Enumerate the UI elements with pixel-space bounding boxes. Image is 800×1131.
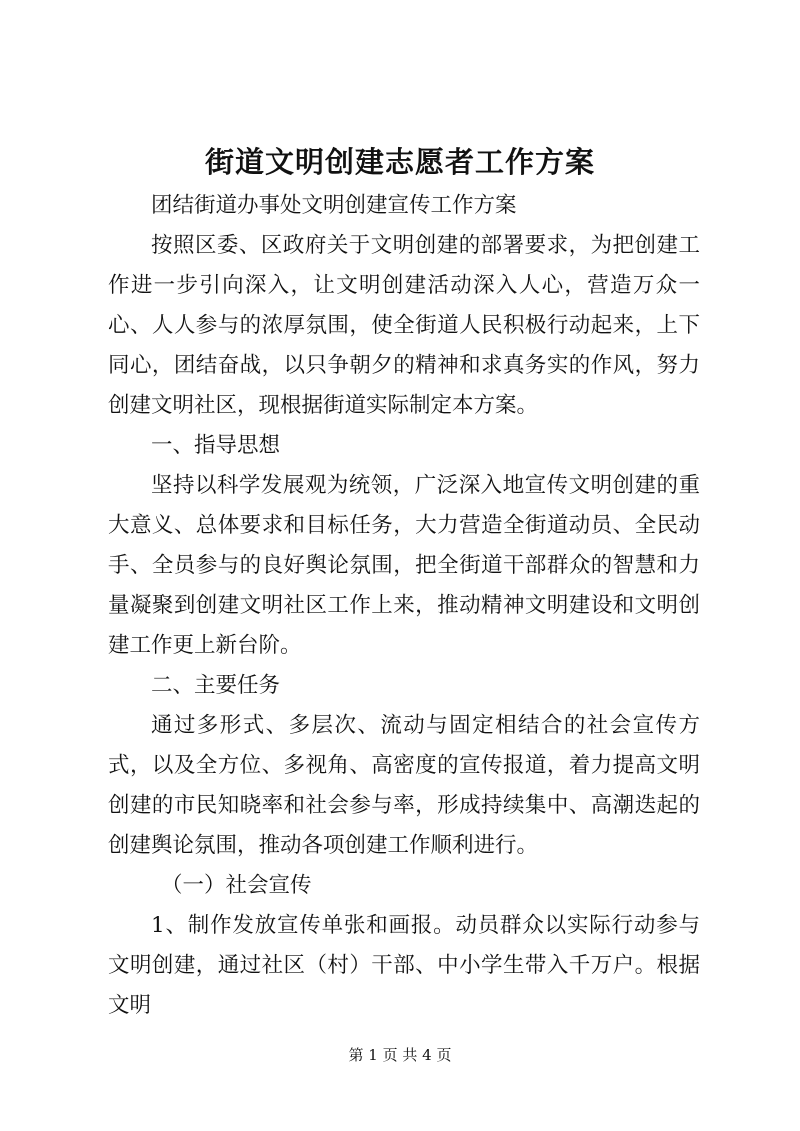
paragraph-guiding-thought: 坚持以科学发展观为统领，广泛深入地宣传文明创建的重大意义、总体要求和目标任务，大力营造全街道动员、全民动手、全员参与的良好舆论氛围，把全街道干部群众的智慧和力量凝聚到创建文明社区工作上来，推动精神文明建设和文明创建工作更上新台阶。 [108,473,700,658]
page-footer: 第 1 页 共 4 页 [348,1046,452,1064]
paragraph-main-tasks: 通过多形式、多层次、流动与固定相结合的社会宣传方式，以及全方位、多视角、高密度的宣传报道，着力提高文明创建的市民知晓率和社会参与率，形成持续集中、高潮迭起的创建舆论氛围，推动各项创建工作顺利进行。 [108,713,700,858]
paragraph-subtitle: 团结街道办事处文明创建宣传工作方案 [151,193,517,218]
paragraph-intro: 按照区委、区政府关于文明创建的部署要求，为把创建工作进一步引向深入，让文明创建活动深入人心，营造万众一心、人人参与的浓厚氛围，使全街道人民积极行动起来，上下同心，团结奋战，以只争朝夕的精神和求真务实的作风，努力创建文明社区，现根据街道实际制定本方案。 [108,233,700,418]
section-heading-guiding-thought: 一、指导思想 [151,433,281,458]
paragraph-item-1: 1、制作发放宣传单张和画报。动员群众以实际行动参与文明创建，通过社区（村）干部、中小学生带入千万户。根据文明 [108,913,700,1018]
section-heading-main-tasks: 二、主要任务 [151,673,281,698]
document-title: 街道文明创建志愿者工作方案 [204,145,595,179]
subsection-heading-social-publicity: （一）社会宣传 [161,873,312,898]
document-body [108,186,700,1026]
